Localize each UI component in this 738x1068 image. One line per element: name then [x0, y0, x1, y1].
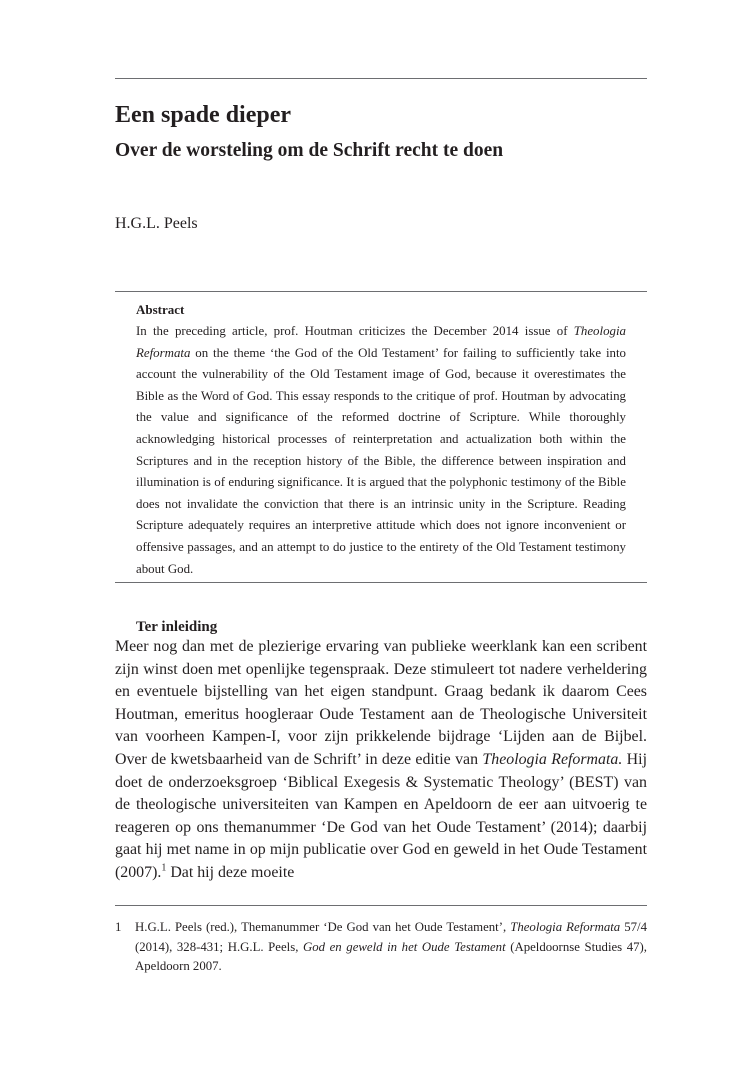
journal-name: Theologia Reformata [136, 324, 626, 360]
footnote-text-part: (Apeldoornse Studies 47), Apeldoorn 2007. [135, 939, 648, 973]
journal-name: Theologia Reformata. [482, 750, 623, 768]
journal-name: Theologia Reformata [510, 920, 621, 934]
footnote-rule [115, 905, 647, 906]
abstract-block [136, 301, 626, 580]
footnote-number: 1 [115, 920, 122, 934]
article-author: H.G.L. Peels [115, 215, 198, 232]
footnote-text-part: 57/4 (2014), 328-431; H.G.L. Peels, [135, 920, 647, 954]
book-title: God en geweld in het Oude Testament [303, 939, 506, 954]
body-text-part: Dat hij deze moeite [166, 863, 295, 881]
footnote-text-part: H.G.L. Peels (red.), Themanummer ‘De God van het Oude Testament’, [135, 920, 511, 934]
body-text-part: Meer nog dan met de plezierige ervaring van publieke weerklank kan een scribent zijn winst doen met openlijke tegenspraak. Deze stimuleert tot nadere verheldering en eventuele bijstelling van het eigen standpunt. Graag bedank ik daarom Cees Houtman, emeritus hoogleraar Oude Testament aan de Theologische Universiteit van voorheen Kampen-I, voor zijn prikkelende bijdrage ‘Lijden aan de Bijbel. Over de kwetsbaarheid van de Schrift’ in deze editie van [115, 638, 647, 768]
section-heading: Ter inleiding [136, 619, 218, 635]
footnote-reference[interactable]: 1 [161, 862, 167, 874]
body-text-part: Hij doet de onderzoeksgroep ‘Biblical Exegesis & Systematic Theology’ (BEST) van de theologische universiteiten van Kampen en Apeldoorn de eer aan uitvoerig te reageren op ons themanummer ‘De God van het Oude Testament’ (2014); daarbij gaat hij met name in op mijn publicatie over God en geweld in het Oude Testament (2007). [115, 750, 647, 881]
abstract-text [136, 321, 626, 580]
body-paragraph [115, 636, 647, 885]
abstract-text-part: In the preceding article, prof. Houtman criticizes the December 2014 issue of [136, 324, 574, 338]
abstract-heading: Abstract [136, 302, 185, 317]
footnote [115, 918, 647, 977]
article-title: Een spade dieper [115, 102, 292, 128]
top-rule [115, 78, 647, 79]
article-subtitle: Over de worsteling om de Schrift recht te doen [115, 140, 504, 161]
abstract-bottom-rule [115, 582, 647, 583]
abstract-text-part: on the theme ‘the God of the Old Testament’ for failing to sufficiently take into account the vulnerability of the Old Testament image of God, because it overestimates the Bible as the Word of God. This essay responds to the critique of prof. Houtman by advocating the value and significance of the reformed doctrine of Scripture. While thoroughly acknowledging historical processes of reinterpretation and actualization both within the Scriptures and in the reception history of the Bible, the difference between inspiration and illumination is of enduring significance. It is argued that the polyphonic testimony of the Bible does not invalidate the conviction that there is an intrinsic unity in the Scripture. Reading Scripture adequately requires an interpretive attitude which does not ignore inconvenient or offensive passages, and an attempt to do justice to the entirety of the Old Testament testimony about God. [136, 345, 626, 576]
footnote-text [135, 918, 647, 977]
abstract-top-rule [115, 291, 647, 292]
